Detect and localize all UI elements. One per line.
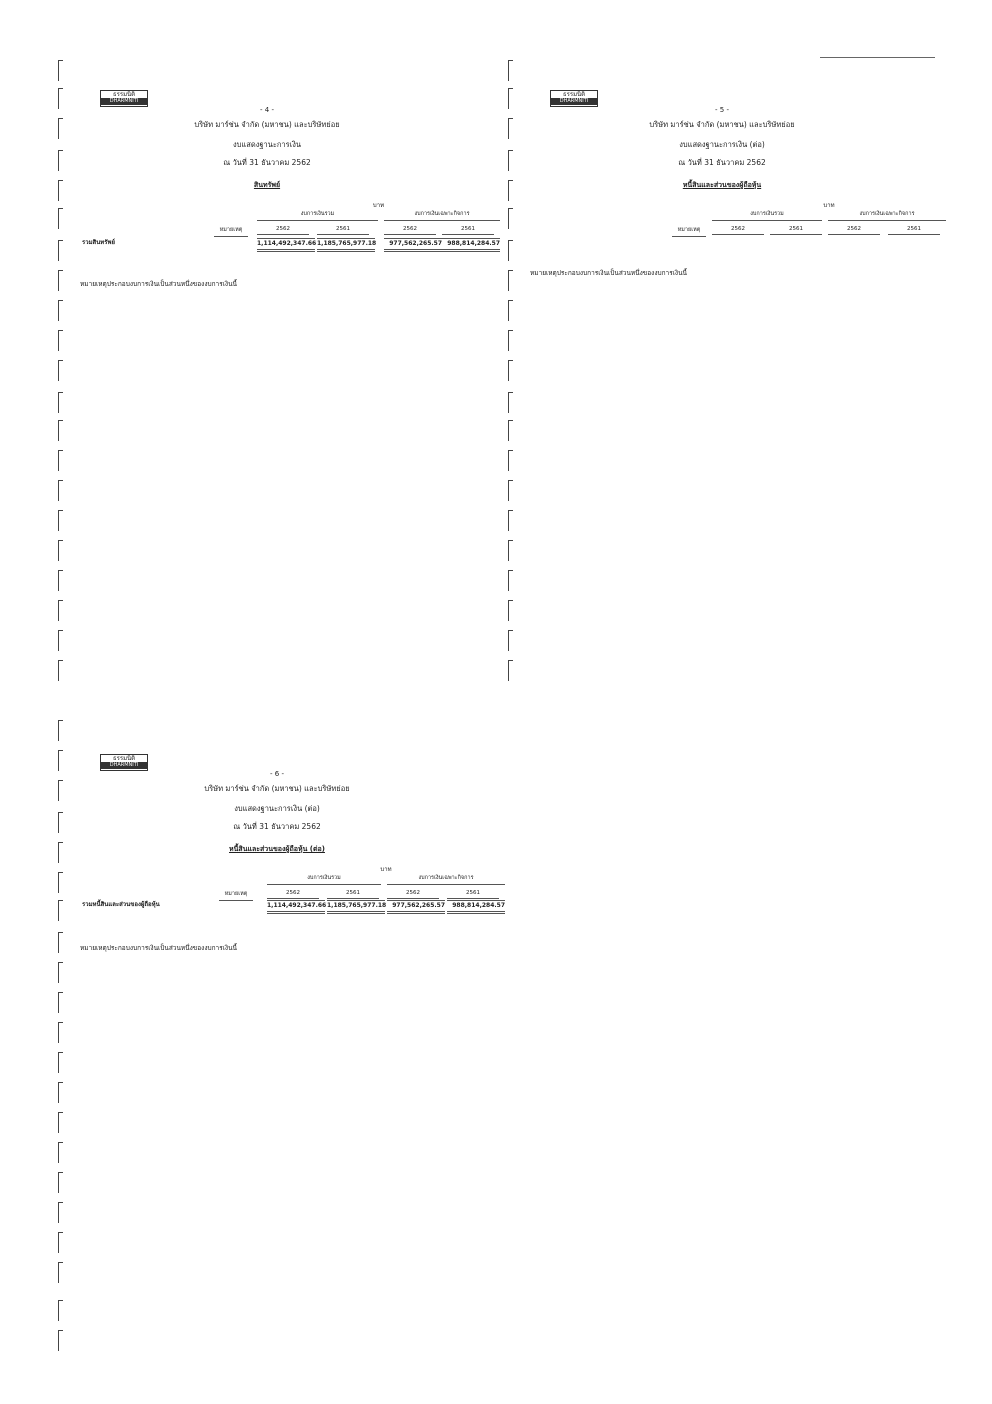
statement-title: งบแสดงฐานะการเงิน (ต่อ): [679, 140, 765, 149]
column-header: 2561: [327, 890, 379, 899]
cell-value: 988,814,284.57: [447, 900, 505, 914]
footer-note: หมายเหตุประกอบงบการเงินเป็นส่วนหนึ่งของงบการเงินนี้: [80, 279, 237, 288]
logo-text: ธรรมนิติ: [112, 755, 136, 762]
page-number: - 5 -: [715, 106, 729, 114]
page-5: [512, 88, 932, 648]
footer-note: หมายเหตุประกอบงบการเงินเป็นส่วนหนึ่งของงบการเงินนี้: [80, 943, 237, 952]
binding-mark: [508, 60, 513, 81]
group-header-consolidated: งบการเงินรวม: [712, 210, 822, 221]
column-header: 2561: [317, 226, 369, 235]
column-header: หมายเหตุ: [219, 890, 253, 901]
binding-mark: [58, 60, 63, 81]
binding-mark: [58, 1330, 63, 1351]
statement-title: งบแสดงฐานะการเงิน (ต่อ): [234, 804, 320, 813]
binding-mark: [58, 660, 63, 681]
binding-mark: [58, 720, 63, 741]
statement-date: ณ วันที่ 31 ธันวาคม 2562: [223, 158, 311, 167]
column-header: 2561: [888, 226, 940, 235]
statement-date: ณ วันที่ 31 ธันวาคม 2562: [233, 822, 321, 831]
logo-subtext: DHARMNITI: [551, 98, 597, 105]
statement-title: งบแสดงฐานะการเงิน: [232, 140, 301, 149]
column-header: 2561: [770, 226, 822, 235]
group-header-separate: งบการเงินเฉพาะกิจการ: [387, 874, 505, 885]
page-number: - 4 -: [260, 106, 274, 114]
footer-note: หมายเหตุประกอบงบการเงินเป็นส่วนหนึ่งของงบการเงินนี้: [530, 269, 687, 277]
column-header: หมายเหตุ: [214, 226, 248, 237]
logo-text: ธรรมนิติ: [562, 91, 586, 98]
group-header-separate: งบการเงินเฉพาะกิจการ: [828, 210, 946, 221]
binding-mark: [508, 660, 513, 681]
row-label: รวมสินทรัพย์: [82, 239, 115, 246]
logo-subtext: DHARMNITI: [101, 98, 147, 105]
company-name: บริษัท มาร์ช่น จำกัด (มหาชน) และบริษัทย่อย: [649, 120, 795, 129]
company-logo: [550, 90, 598, 107]
column-header: 2561: [447, 890, 499, 899]
cell-value: 1,114,492,347.66: [257, 238, 315, 252]
total-row: [82, 238, 500, 248]
cell-value: 977,562,265.57: [384, 238, 442, 252]
unit-label: บาท: [823, 202, 835, 209]
column-header: 2562: [384, 226, 436, 235]
column-header: 2562: [712, 226, 764, 235]
unit-label: บาท: [380, 866, 392, 873]
company-logo: [100, 90, 148, 107]
company-logo: [100, 754, 148, 771]
section-title: สินทรัพย์: [253, 181, 281, 189]
column-header: 2561: [442, 226, 494, 235]
group-header-consolidated: งบการเงินรวม: [267, 874, 381, 885]
page-4: [62, 88, 500, 648]
divider-line: [820, 57, 935, 58]
cell-value: 988,814,284.57: [442, 238, 500, 252]
cell-value: 977,562,265.57: [387, 900, 445, 914]
cell-value: 1,185,765,977.18: [317, 238, 375, 252]
section-title: หนี้สินและส่วนของผู้ถือหุ้น (ต่อ): [229, 845, 325, 853]
logo-subtext: DHARMNITI: [101, 762, 147, 769]
cell-value: 1,114,492,347.66: [267, 900, 325, 914]
company-name: บริษัท มาร์ช่น จำกัด (มหาชน) และบริษัทย่อย: [194, 120, 340, 129]
page-6: [62, 752, 505, 1312]
total-row: [82, 900, 512, 910]
column-header: 2562: [267, 890, 319, 899]
column-header: 2562: [257, 226, 309, 235]
company-name: บริษัท มาร์ช่น จำกัด (มหาชน) และบริษัทย่อย: [204, 784, 350, 793]
statement-date: ณ วันที่ 31 ธันวาคม 2562: [678, 158, 766, 167]
column-header: หมายเหตุ: [672, 226, 706, 237]
column-header: 2562: [828, 226, 880, 235]
column-header: 2562: [387, 890, 439, 899]
row-label: รวมหนี้สินและส่วนของผู้ถือหุ้น: [82, 901, 160, 908]
group-header-separate: งบการเงินเฉพาะกิจการ: [384, 210, 500, 221]
page-number: - 6 -: [270, 770, 284, 778]
unit-label: บาท: [372, 202, 385, 209]
logo-text: ธรรมนิติ: [112, 91, 136, 98]
group-header-consolidated: งบการเงินรวม: [257, 210, 378, 221]
cell-value: 1,185,765,977.18: [327, 900, 385, 914]
section-title: หนี้สินและส่วนของผู้ถือหุ้น: [682, 181, 762, 189]
